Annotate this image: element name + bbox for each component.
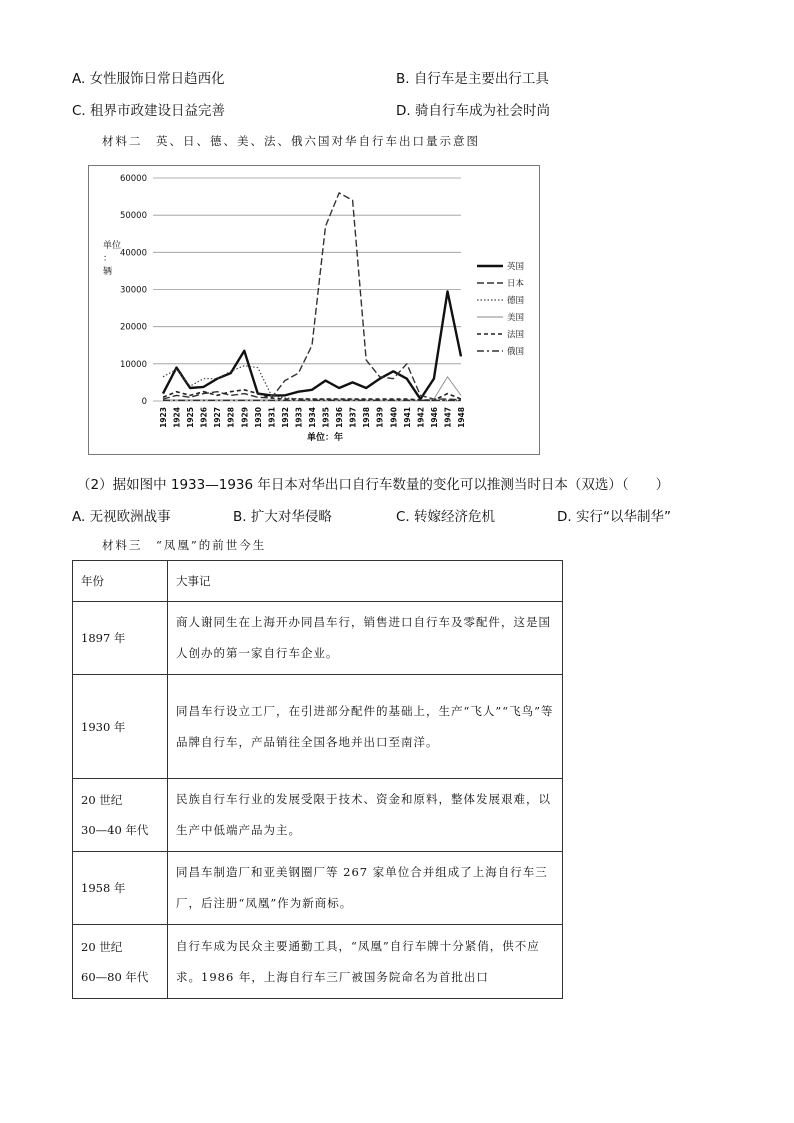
row-year (73, 779, 168, 852)
x-tick-label: 1939 (375, 407, 385, 428)
x-tick-label: 1948 (457, 407, 466, 428)
row-event: 民族自行车行业的发展受限于技术、资金和原料，整体发展艰难，以生产中低端产品为主。 (168, 779, 563, 852)
y-tick-label: 30000 (119, 285, 147, 296)
legend-label: 英国 (507, 262, 525, 272)
option-d: D. 骑自行车成为社会时尚 (396, 103, 550, 119)
x-tick-label: 1941 (402, 407, 412, 428)
question2-option-a: A. 无视欧洲战事 (72, 509, 171, 525)
legend-label: 德国 (507, 296, 525, 306)
legend-label: 美国 (507, 313, 525, 323)
series-line-日本 (163, 193, 461, 400)
y-tick-label: 50000 (119, 211, 147, 222)
row-year (73, 852, 168, 925)
year-line: 1958 年 (81, 881, 126, 895)
y-tick-label: 0 (141, 397, 147, 407)
year-line: 1897 年 (81, 631, 126, 645)
row-event: 商人谢同生在上海开办同昌车行，销售进口自行车及零配件，这是国人创办的第一家自行车企业。 (168, 602, 563, 675)
x-tick-label: 1923 (159, 407, 168, 428)
x-tick-label: 1930 (253, 407, 263, 428)
y-tick-label: 40000 (119, 248, 147, 259)
x-tick-label: 1937 (348, 407, 358, 428)
row-event: 同昌车行设立工厂，在引进部分配件的基础上，生产“飞人”“飞鸟”等品牌自行车，产品销往全国各地并出口至南洋。 (168, 675, 563, 779)
x-tick-label: 1938 (362, 407, 372, 428)
table-header-row (73, 561, 563, 602)
year-line: 20 世纪 (81, 939, 123, 954)
option-c: C. 租界市政建设日益完善 (72, 103, 226, 119)
y-tick-label: 10000 (119, 359, 147, 370)
table-row (73, 852, 563, 925)
x-tick-label: 1932 (280, 407, 290, 428)
table-row (73, 779, 563, 852)
question2-stem: （2）据如图中 1933—1936 年日本对华出口自行车数量的变化可以推测当时日本（双选）（ ） (77, 477, 670, 493)
x-tick-label: 1927 (213, 407, 223, 428)
row-event: 同昌车制造厂和亚美钢圈厂等 267 家单位合并组成了上海自行车三厂，后注册“凤凰”作为新商标。 (168, 852, 563, 925)
material3-caption: 材料三 “凤凰”的前世今生 (102, 538, 267, 552)
table-row (73, 675, 563, 779)
x-tick-label: 1924 (172, 407, 182, 428)
row-year (73, 675, 168, 779)
x-tick-label: 1946 (429, 407, 439, 428)
export-chart (88, 165, 540, 455)
year-line: 30—40 年代 (81, 823, 149, 837)
x-tick-label: 1929 (240, 407, 250, 428)
x-tick-label: 1942 (416, 407, 426, 428)
table-row (73, 925, 563, 999)
year-line: 60—80 年代 (81, 969, 149, 984)
y-axis-label: 单位：辆 (103, 241, 122, 277)
year-line: 1930 年 (81, 719, 126, 734)
x-tick-label: 1934 (308, 407, 317, 428)
x-tick-label: 1926 (199, 407, 209, 428)
option-b: B. 自行车是主要出行工具 (396, 71, 549, 87)
y-tick-label: 60000 (119, 174, 147, 184)
x-tick-label: 1936 (335, 407, 345, 428)
x-tick-label: 1947 (443, 407, 453, 428)
x-tick-label: 1933 (294, 407, 304, 428)
material2-caption: 材料二 英、日、德、美、法、俄六国对华自行车出口量示意图 (102, 134, 480, 148)
legend-label: 法国 (507, 330, 525, 340)
question2-option-b: B. 扩大对华侵略 (233, 509, 332, 525)
row-event: 自行车成为民众主要通勤工具，“凤凰”自行车牌十分紧俏，供不应求。1986 年，上海自行车三厂被国务院命名为首批出口 (168, 925, 563, 999)
y-tick-label: 20000 (119, 322, 147, 333)
question2-option-c: C. 转嫁经济危机 (396, 509, 496, 525)
year-line: 20 世纪 (81, 793, 123, 807)
row-year (73, 602, 168, 675)
row-year (73, 925, 168, 999)
events-table (72, 560, 563, 999)
chart-svg (89, 166, 539, 454)
x-tick-label: 1928 (226, 407, 236, 428)
legend-label: 俄国 (507, 347, 525, 357)
header-year: 年份 (73, 561, 168, 602)
header-events: 大事记 (168, 561, 563, 602)
question2-option-d: D. 实行“以华制华” (557, 509, 671, 525)
option-a: A. 女性服饰日常日趋西化 (72, 71, 225, 87)
x-tick-label: 1935 (321, 407, 331, 428)
x-axis-label: 单位：年 (306, 433, 344, 443)
x-tick-label: 1925 (186, 407, 196, 428)
legend-label: 日本 (507, 279, 525, 289)
series-line-英国 (163, 291, 461, 399)
x-tick-label: 1940 (389, 407, 399, 428)
table-row (73, 602, 563, 675)
x-tick-label: 1931 (267, 407, 277, 428)
